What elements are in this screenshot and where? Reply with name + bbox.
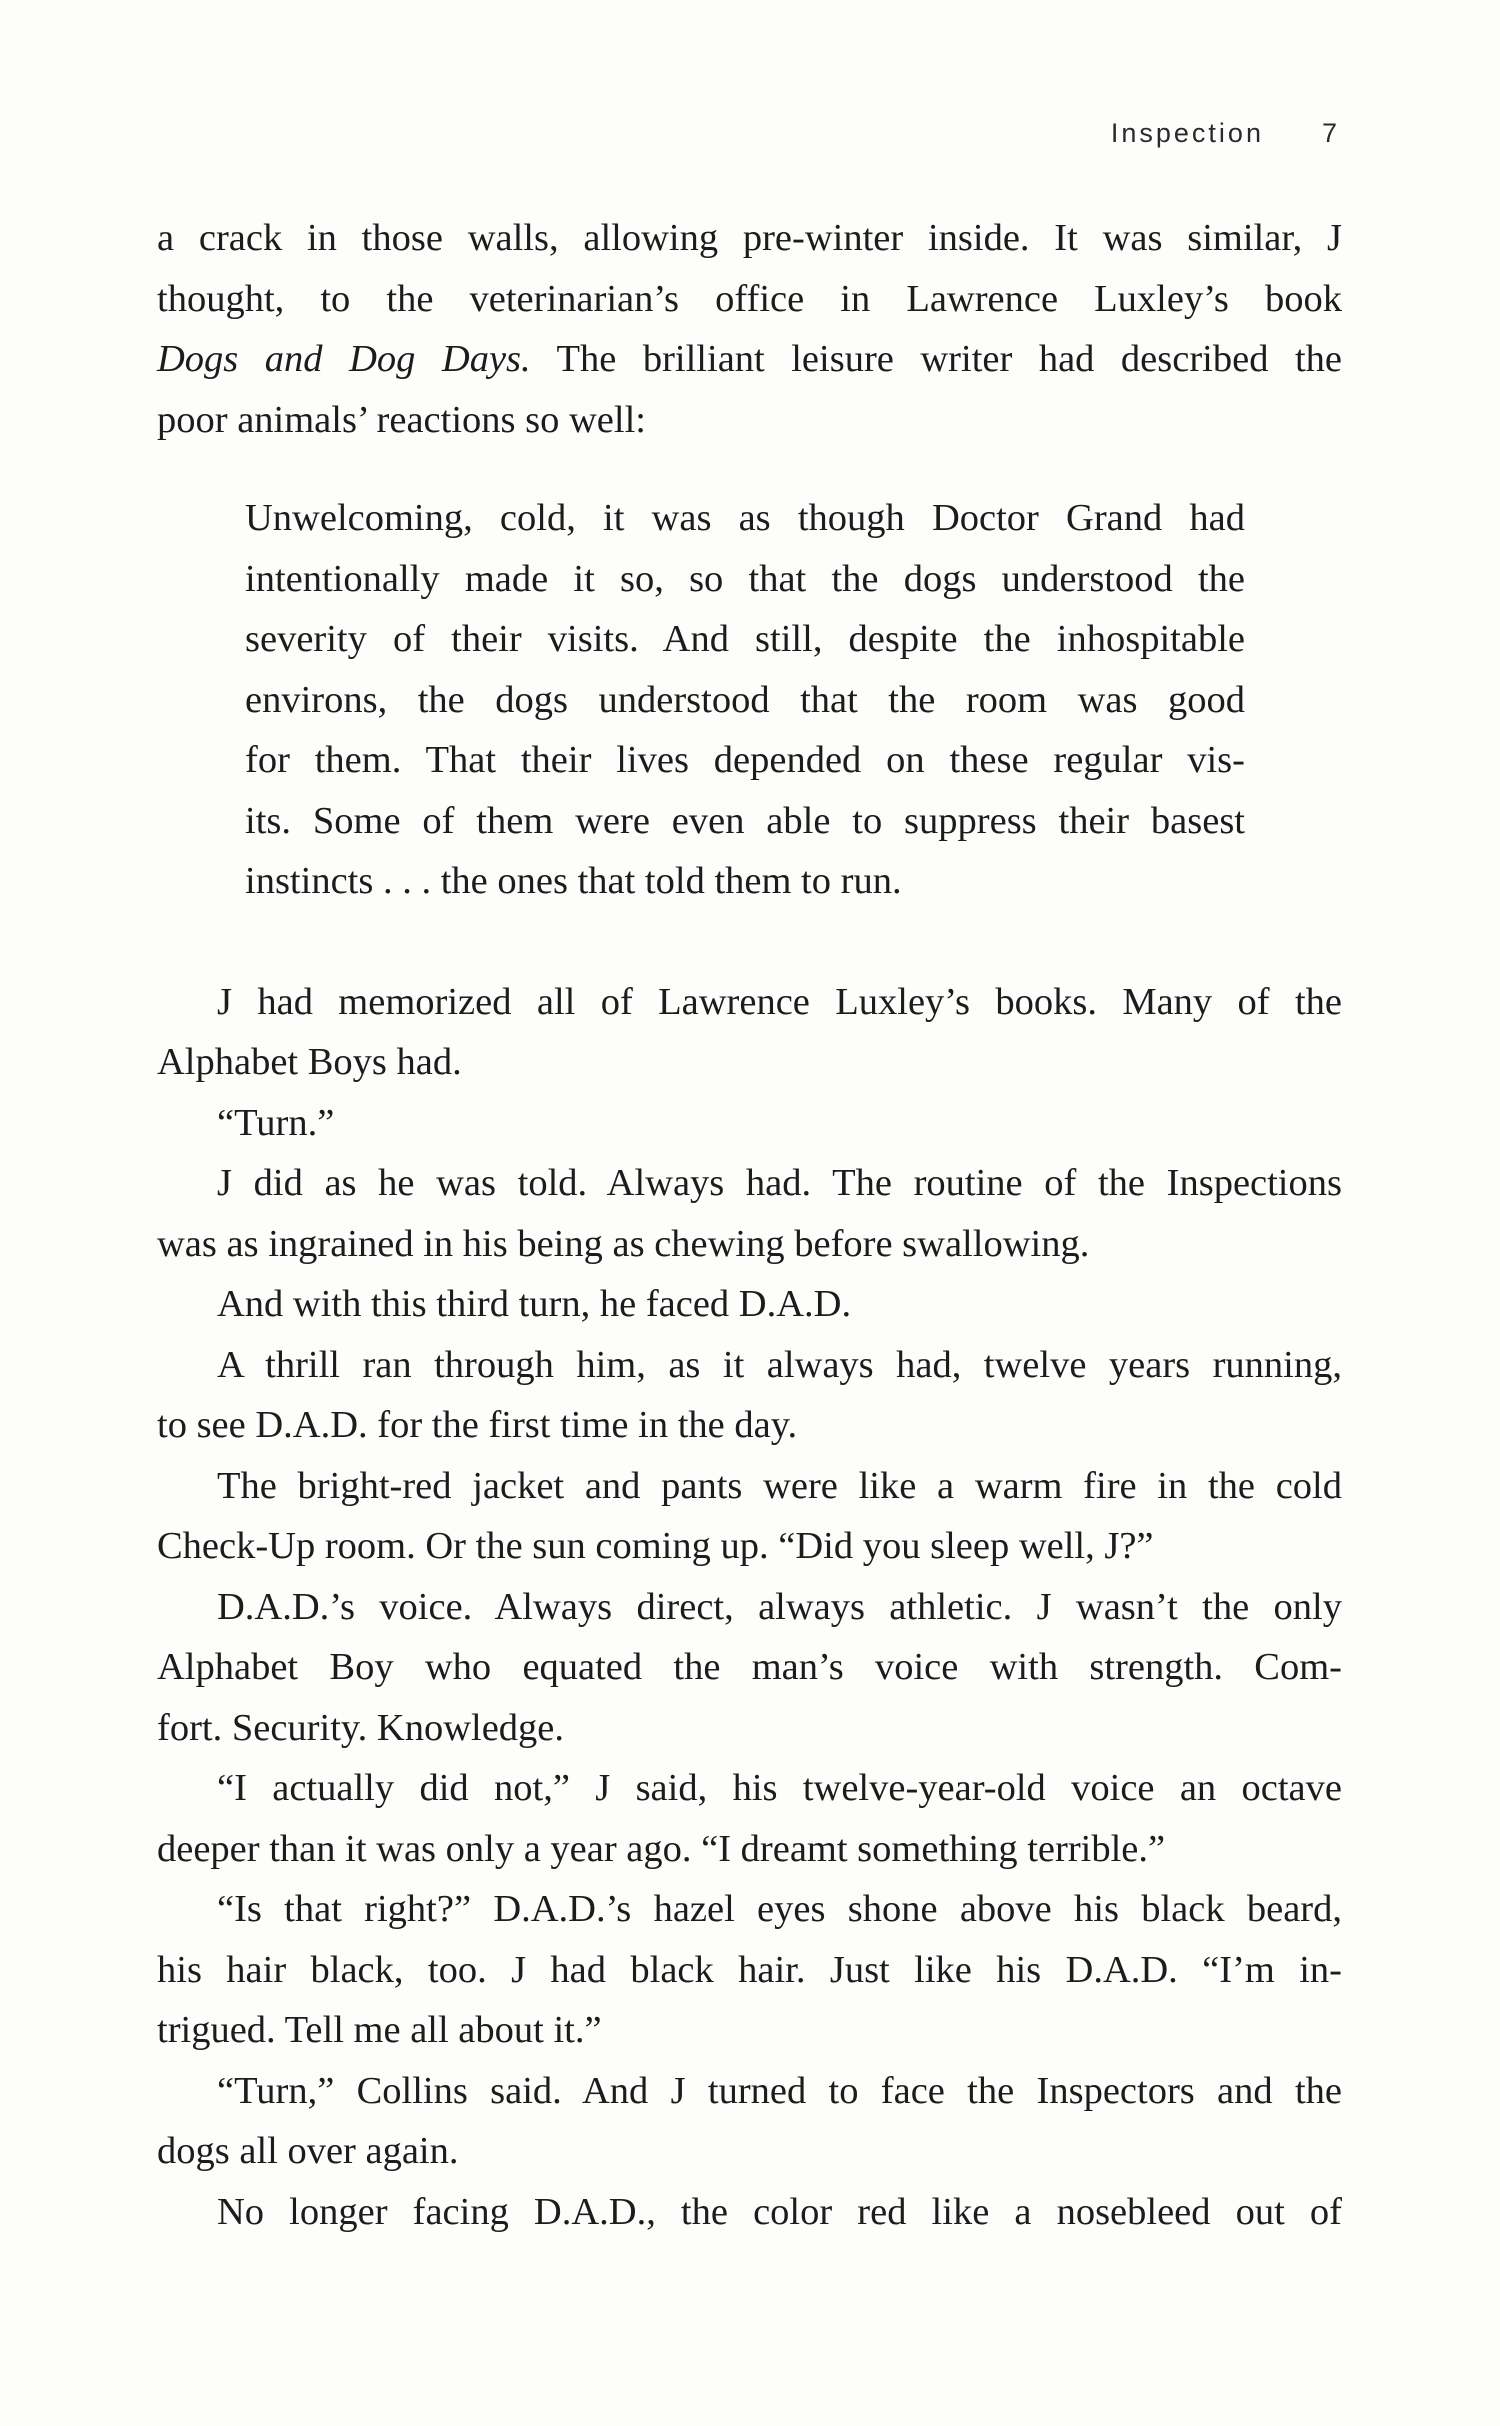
text-line: J had memorized all of Lawrence Luxley’s books. Many of the [217,980,1342,1023]
text-line: Alphabet Boys had. [157,1041,462,1083]
quote-line: for them. That their lives depended on these regular vis- [245,739,1245,781]
text-line: No longer facing D.A.D., the color red like a nosebleed out of [217,2190,1342,2233]
body-text [157,208,1342,2242]
quote-line: environs, the dogs understood that the room was good [245,678,1245,721]
text-line: “Turn.” [217,1101,335,1144]
quote-line: its. Some of them were even able to suppress their basest [245,799,1245,842]
spacer [157,912,1342,972]
text-line: “Is that right?” D.A.D.’s hazel eyes shone above his black beard, [217,1888,1342,1930]
quote-line: severity of their visits. And still, despite the inhospitable [245,618,1245,660]
text-line: D.A.D.’s voice. Always direct, always athletic. J wasn’t the only [217,1585,1342,1628]
block-quote [245,488,1245,912]
chapter-title: Inspection [1110,118,1264,148]
text-line: A thrill ran through him, as it always had, twelve years running, [217,1343,1342,1386]
text-line: trigued. Tell me all about it.” [157,2009,602,2051]
text-line: And with this third turn, he faced D.A.D. [217,1283,852,1325]
book-title: Dogs and Dog Days. [157,338,531,380]
text-line: J did as he was told. Always had. The routine of the Inspections [217,1162,1342,1204]
text-line: poor animals’ reactions so well: [157,398,646,441]
text-line [157,329,1342,390]
text-line: “Turn,” Collins said. And J turned to face the Inspectors and the [217,2069,1342,2112]
text-line: a crack in those walls, allowing pre-winter inside. It was similar, J [157,217,1342,259]
text-line: deeper than it was only a year ago. “I dreamt something terrible.” [157,1827,1166,1870]
text-line: Alphabet Boy who equated the man’s voice with strength. Com- [157,1646,1342,1688]
quote-line: instincts . . . the ones that told them to run. [245,860,902,902]
text-line: “I actually did not,” J said, his twelve-year-old voice an octave [217,1767,1342,1809]
text-line: Check-Up room. Or the sun coming up. “Did you sleep well, J?” [157,1525,1154,1567]
quote-line: Unwelcoming, cold, it was as though Doctor Grand had [245,497,1245,539]
text-line: thought, to the veterinarian’s office in Lawrence Luxley’s book [157,277,1342,320]
text-line: fort. Security. Knowledge. [157,1706,564,1749]
text-line: dogs all over again. [157,2130,459,2172]
text-line-rest: The brilliant leisure writer had described the [530,338,1342,380]
text-line: was as ingrained in his being as chewing before swallowing. [157,1222,1090,1265]
quote-line: intentionally made it so, so that the dogs understood the [245,557,1245,600]
page-number: 7 [1321,118,1340,148]
text-line: to see D.A.D. for the first time in the day. [157,1404,798,1446]
text-line: The bright-red jacket and pants were like a warm fire in the cold [217,1464,1342,1507]
running-head [1111,118,1340,149]
text-line: his hair black, too. J had black hair. Just like his D.A.D. “I’m in- [157,1948,1342,1991]
